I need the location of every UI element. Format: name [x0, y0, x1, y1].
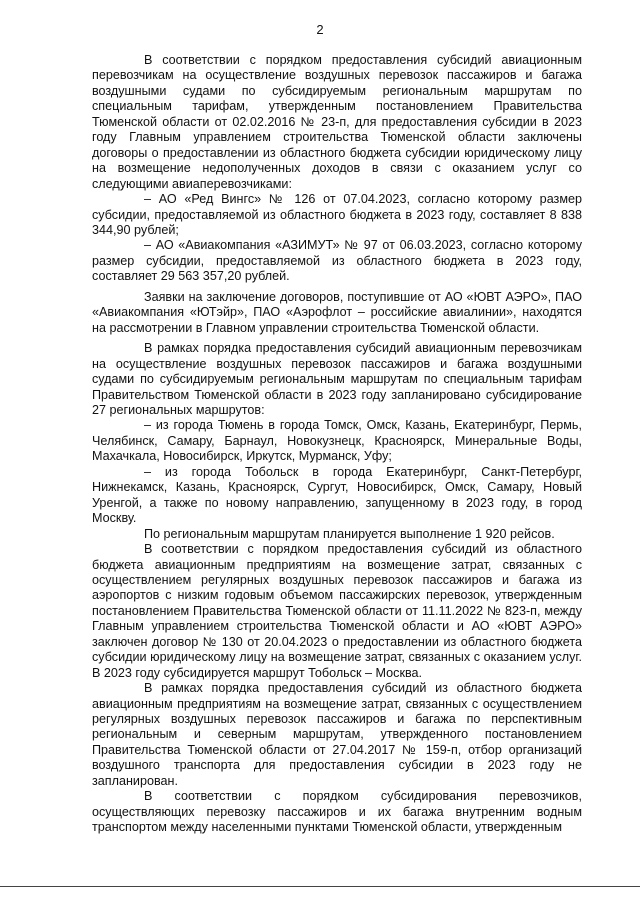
paragraph-azimut: – АО «Авиакомпания «АЗИМУТ» № 97 от 06.03.2023, согласно которому размер субсидии, предоставляемой из областного бюджета в 2023 году, составляет 29 563 357,20 рублей.	[92, 238, 582, 284]
paragraph-tyumen-routes: – из города Тюмень в города Томск, Омск, Казань, Екатеринбург, Пермь, Челябинск, Самару, Барнаул, Новокузнецк, Красноярск, Минеральные Воды, Махачкала, Новосибирск, Иркутск, Мурманск, Уфу;	[92, 418, 582, 464]
page-number: 2	[316, 22, 324, 37]
document-body	[92, 53, 582, 836]
paragraph-red-wings: – АО «Ред Вингс» № 126 от 07.04.2023, согласно которому размер субсидии, предоставляемой из областного бюджета в 2023 году, составляет 8 838 344,90 рублей;	[92, 192, 582, 237]
paragraph-subsidy-contracts: В соответствии с порядком предоставления субсидий авиационным перевозчикам на осуществление воздушных перевозок пассажиров и багажа воздушными судами по субсидируемым региональным маршрутам по специальным тарифам, утвержденным постановлением Правительства Тюменской области от 02.02.2016 № 23-п, для предоставления субсидии в 2023 году Главным управлением строительства Тюменской области заключены договоры о предоставлении из областного бюджета субсидии юридическому лицу на возмещение недополученных доходов в связи с оказанием услуг со следующими авиаперевозчиками:	[92, 53, 582, 191]
paragraph-tobolsk-routes: – из города Тобольск в города Екатеринбург, Санкт-Петербург, Нижнекамск, Казань, Красноярск, Сургут, Новосибирск, Омск, Самару, Новый Уренгой, а также по новому направлению, запущенному в 2023 году, в город Москву.	[92, 464, 582, 526]
paragraph-northern-routes: В рамках порядка предоставления субсидий из областного бюджета авиационным предприятиям на возмещение затрат, связанных с осуществлением регулярных воздушных перевозок пассажиров и багажа по перспективным региональным и северным маршрутам, утвержденного постановлением Правительства Тюменской области от 27.04.2017 № 159-п, отбор организаций воздушного транспорта для предоставления субсидии в 2023 году не запланирован.	[92, 681, 582, 788]
footer-divider	[0, 886, 640, 887]
paragraph-flights-count: По региональным маршрутам планируется выполнение 1 920 рейсов.	[144, 526, 555, 541]
paragraph-low-traffic-airports: В соответствии с порядком предоставления субсидий из областного бюджета авиационным предприятиям на возмещение затрат, связанных с осуществлением регулярных воздушных перевозок пассажиров и багажа из аэропортов с низким годовым объемом пассажирских перевозок, утвержденным постановлением Правительства Тюменской области от 11.11.2022 № 823-п, между Главным управлением строительства Тюменской области и АО «ЮВТ АЭРО» заключен договор № 130 от 20.04.2023 о предоставлении из областного бюджета субсидии юридическому лицу на возмещение затрат, связанных с оказанием услуг. В 2023 году субсидируется маршрут Тобольск – Москва.	[92, 542, 582, 680]
paragraph-regional-routes: В рамках порядка предоставления субсидий авиационным перевозчикам на осуществление воздушных перевозок пассажиров и багажа воздушными судами по субсидируемым региональным маршрутам по специальным тарифам Правительством Тюменской области в 2023 году запланировано субсидирование 27 региональных маршрутов:	[92, 341, 582, 417]
paragraph-water-transport: В соответствии с порядком субсидирования перевозчиков, осуществляющих перевозку пассажиров и их багажа внутренним водным транспортом между населенными пунктами Тюменской области, утвержденным	[92, 789, 582, 835]
paragraph-applications: Заявки на заключение договоров, поступившие от АО «ЮВТ АЭРО», ПАО «Авиакомпания «ЮТэйр», ПАО «Аэрофлот – российские авиалинии», находятся на рассмотрении в Главном управлении строительства Тюменской области.	[92, 289, 582, 335]
